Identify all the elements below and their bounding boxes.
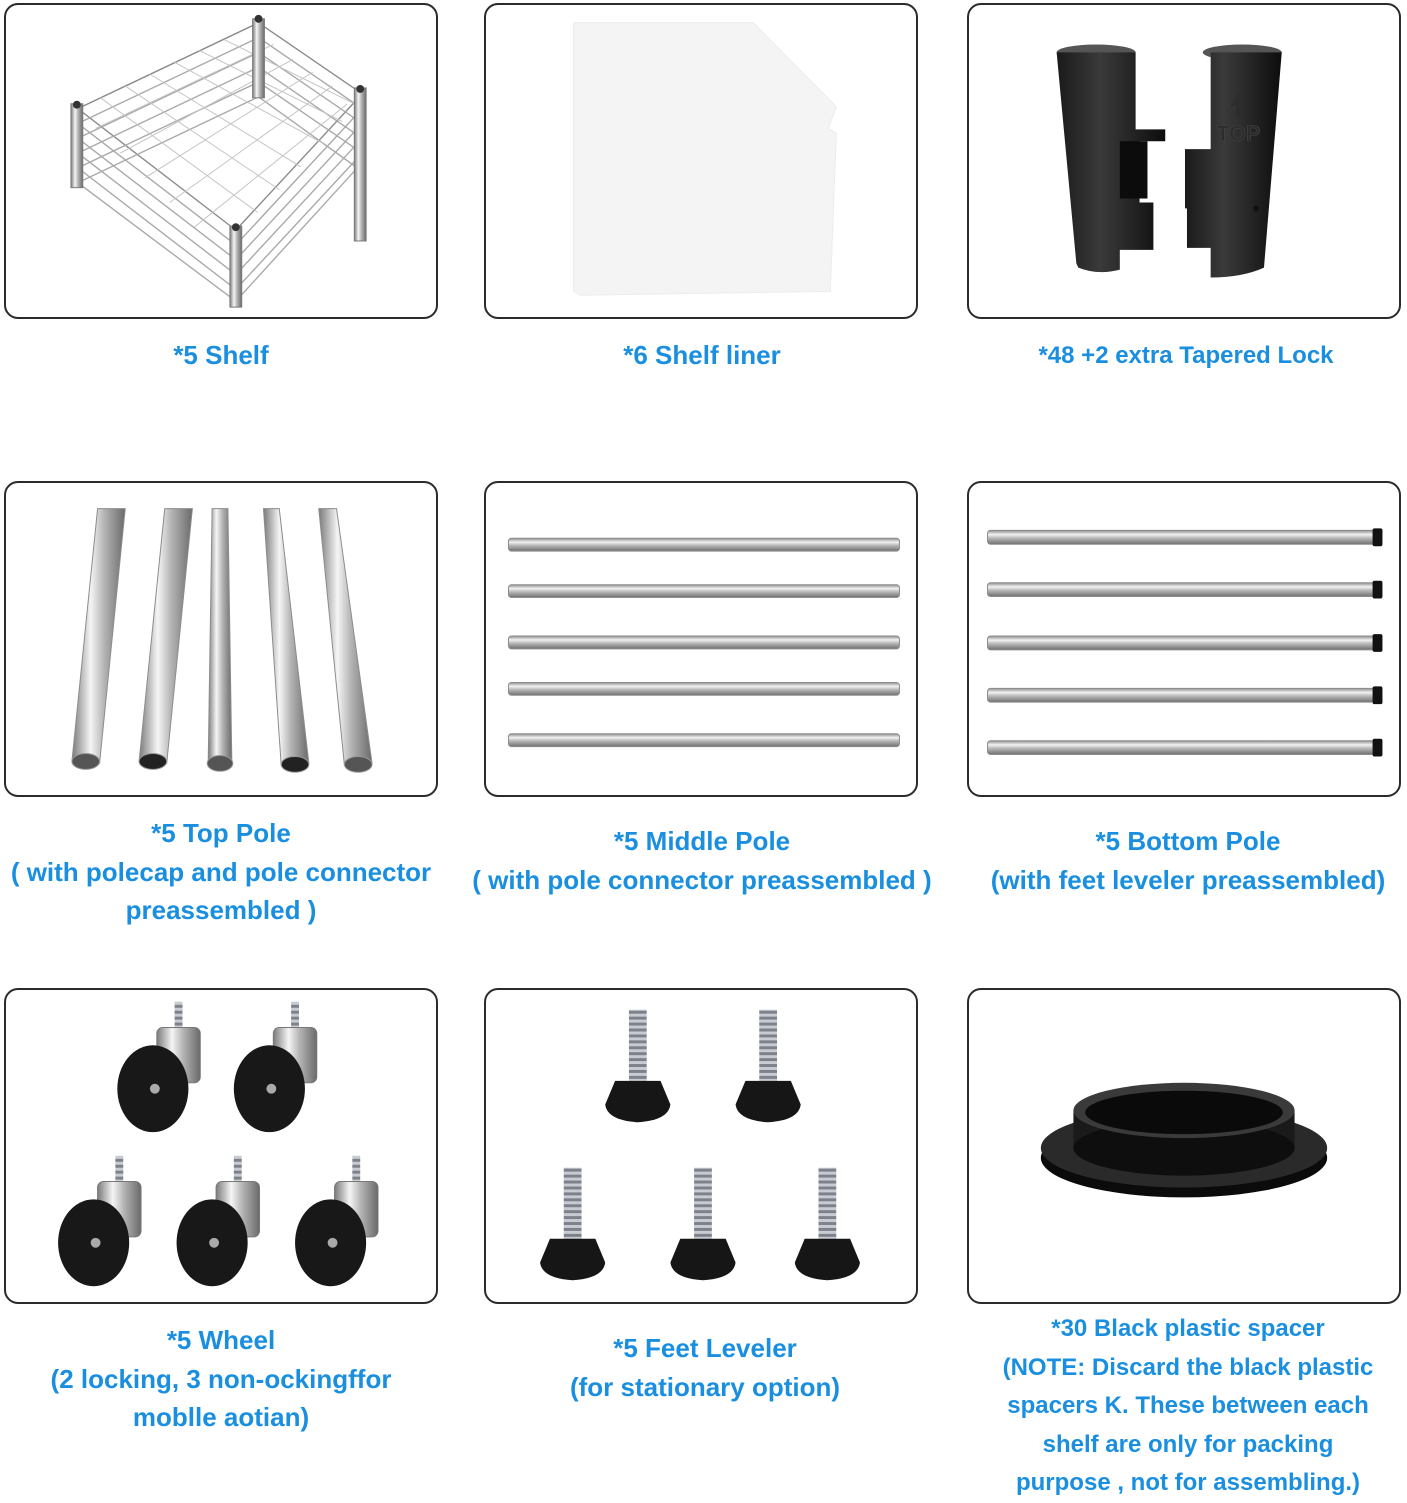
tapered-lock-image: [969, 5, 1399, 317]
panel-feet-leveler: [484, 988, 918, 1304]
caption-line: *5 Top Pole: [151, 818, 291, 848]
wire-shelf-stack-image: [6, 5, 436, 317]
caption-plastic-spacer: [958, 1310, 1407, 1503]
panel-wheel: [4, 988, 438, 1304]
caption-shelf: [0, 336, 451, 375]
feet-levelers-image: [486, 990, 916, 1302]
caption-line: spacers K. These between each: [1007, 1392, 1369, 1419]
caption-middle-pole: [472, 822, 932, 899]
caption-line: *30 Black plastic spacer: [1051, 1315, 1325, 1342]
panel-shelf: [4, 3, 438, 319]
caption-top-pole: [0, 814, 451, 930]
caption-line: preassembled ): [125, 895, 317, 925]
panel-middle-pole: [484, 481, 918, 797]
caption-line: *5 Wheel: [166, 1325, 276, 1355]
panel-top-pole: [4, 481, 438, 797]
plastic-spacer-image: [969, 990, 1399, 1302]
middle-poles-image: [486, 483, 916, 795]
caption-line: moblle aotian): [132, 1402, 310, 1432]
caption-line: shelf are only for packing: [1042, 1430, 1334, 1458]
panel-tapered-lock: [967, 3, 1401, 319]
caption-line: (for stationary option): [569, 1371, 841, 1402]
shelf-liner-image: [486, 5, 916, 317]
top-poles-image: [6, 483, 436, 795]
caption-line: ( with polecap and pole connector: [10, 856, 432, 887]
caption-bottom-pole: [958, 822, 1407, 899]
caption-wheel: [0, 1321, 451, 1437]
caption-line: ( with pole connector preassembled ): [472, 864, 932, 895]
caption-line: *5 Middle Pole: [613, 826, 791, 856]
panel-plastic-spacer: [967, 988, 1401, 1304]
caption-line: (NOTE: Discard the black plastic: [1002, 1353, 1374, 1381]
top-embossed-text: TOP: [1216, 121, 1261, 147]
caption-line: (with feet leveler preassembled): [990, 864, 1386, 895]
caption-line: *5 Bottom Pole: [1095, 826, 1281, 856]
wheels-image: [6, 990, 436, 1302]
panel-shelf-liner: [484, 3, 918, 319]
bottom-poles-image: [969, 483, 1399, 795]
caption-feet-leveler: [475, 1329, 935, 1406]
caption-line: *6 Shelf liner: [623, 340, 781, 370]
panel-bottom-pole: [967, 481, 1401, 797]
caption-line: *48 +2 extra Tapered Lock: [1038, 342, 1334, 369]
caption-line: purpose , not for assembling.): [1015, 1469, 1361, 1496]
caption-tapered-lock: [956, 337, 1407, 376]
caption-line: *5 Feet Leveler: [613, 1333, 797, 1363]
caption-line: (2 locking, 3 non-ockingffor: [50, 1363, 392, 1394]
caption-shelf-liner: [472, 336, 932, 375]
caption-line: *5 Shelf: [173, 340, 269, 370]
